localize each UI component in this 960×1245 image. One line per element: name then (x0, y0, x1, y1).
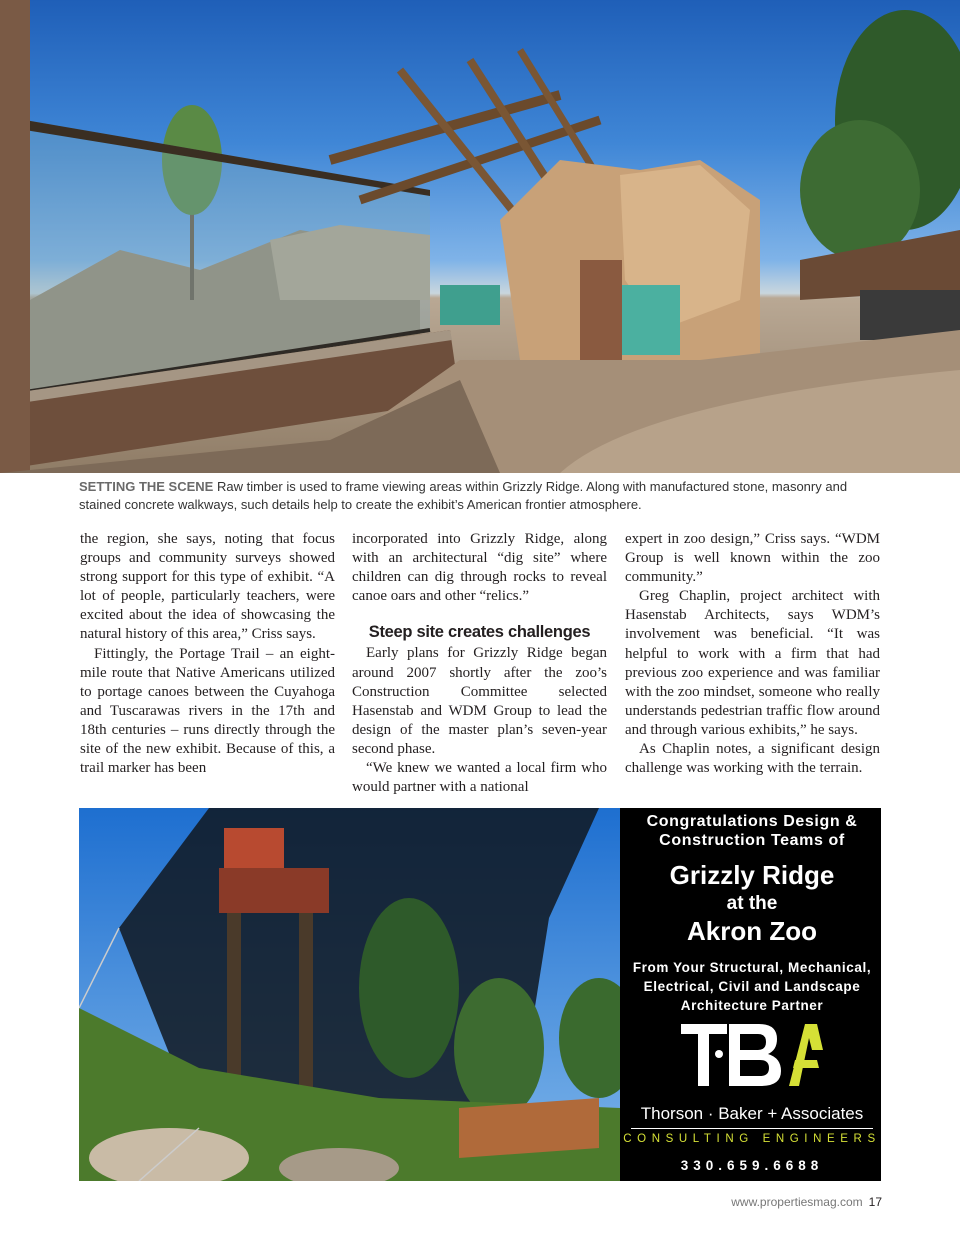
tba-logo (681, 1022, 823, 1097)
ad-zoo-name: Akron Zoo (687, 916, 817, 946)
ad-from-partner: From Your Structural, Mechanical, Electrical, Civil and Landscape Architecture Partner (632, 960, 872, 1013)
ad-firm-name: Thorson · Baker + Associates (640, 1104, 864, 1123)
subhead: Steep site creates challenges (368, 623, 591, 642)
ad-congratulations: Congratulations Design & Construction Teams of (646, 813, 858, 849)
page-footer (731, 1195, 882, 1209)
paragraph: the region, she says, noting that focus groups and community surveys showed strong support for this type of exhibit. “A lot of people, particularly teachers, were excited about the idea of showcasing the natural history of this area,” Criss says. (80, 531, 335, 643)
article-column-1 (80, 530, 335, 778)
ad-at-the: at the (726, 893, 778, 914)
ad-tagline: CONSULTING ENGINEERS (623, 1133, 881, 1145)
ad-text-panel (623, 808, 881, 1181)
paragraph: Greg Chaplin, project architect with Hasenstab Architects, says WDM’s involvement was beneficial. “It was helpful to work with a firm that had previous zoo experience and was familiar with the zoo mindset, someone who really understands pedestrian traffic flow around and through various exhibits,” he says. (625, 588, 880, 738)
tba-logo-mark (681, 1022, 823, 1092)
paragraph: Early plans for Grizzly Ridge began around 2007 shortly after the zoo’s Construction Committee selected Hasenstab and WDM Group to lead the design of the master plan’s seven-year second phase. (352, 645, 607, 757)
paragraph: Fittingly, the Portage Trail – an eight-mile route that Native Americans utilized to portage canoes between the Cuyahoga and Tuscarawas rivers in the 17th and 18th centuries – runs directly through the site of the new exhibit. Because of this, a trail marker has been (80, 645, 335, 777)
photo-caption (79, 478, 882, 514)
paragraph: As Chaplin notes, a significant design challenge was working with the terrain. (625, 741, 880, 777)
advertisement (79, 808, 881, 1181)
hero-photo-illustration (0, 0, 960, 473)
paragraph: “We knew we wanted a local firm who would partner with a national (352, 760, 607, 796)
ad-photo-illustration (79, 808, 620, 1181)
page-number: 17 (868, 1195, 882, 1209)
ad-photo (79, 808, 620, 1181)
ad-divider (631, 1128, 873, 1129)
hero-photo (0, 0, 960, 473)
footer-url: www.propertiesmag.com (731, 1195, 863, 1209)
caption-text: Raw timber is used to frame viewing areas within Grizzly Ridge. Along with manufactured stone, masonry and stained concrete walkways, such details help to create the exhibit’s American frontier atmosphere. (79, 479, 848, 512)
caption-kicker: SETTING THE SCENE (79, 479, 214, 494)
ad-phone-number: 330.659.6688 (680, 1158, 824, 1173)
article-column-3 (625, 530, 880, 778)
paragraph: incorporated into Grizzly Ridge, along with an architectural “dig site” where children can dig through rocks to reveal canoe oars and other “relics.” (352, 531, 607, 605)
paragraph: expert in zoo design,” Criss says. “WDM Group is well known within the zoo community.” (625, 531, 880, 586)
ad-exhibit-name: Grizzly Ridge (669, 860, 835, 890)
article-column-2 (352, 530, 607, 797)
